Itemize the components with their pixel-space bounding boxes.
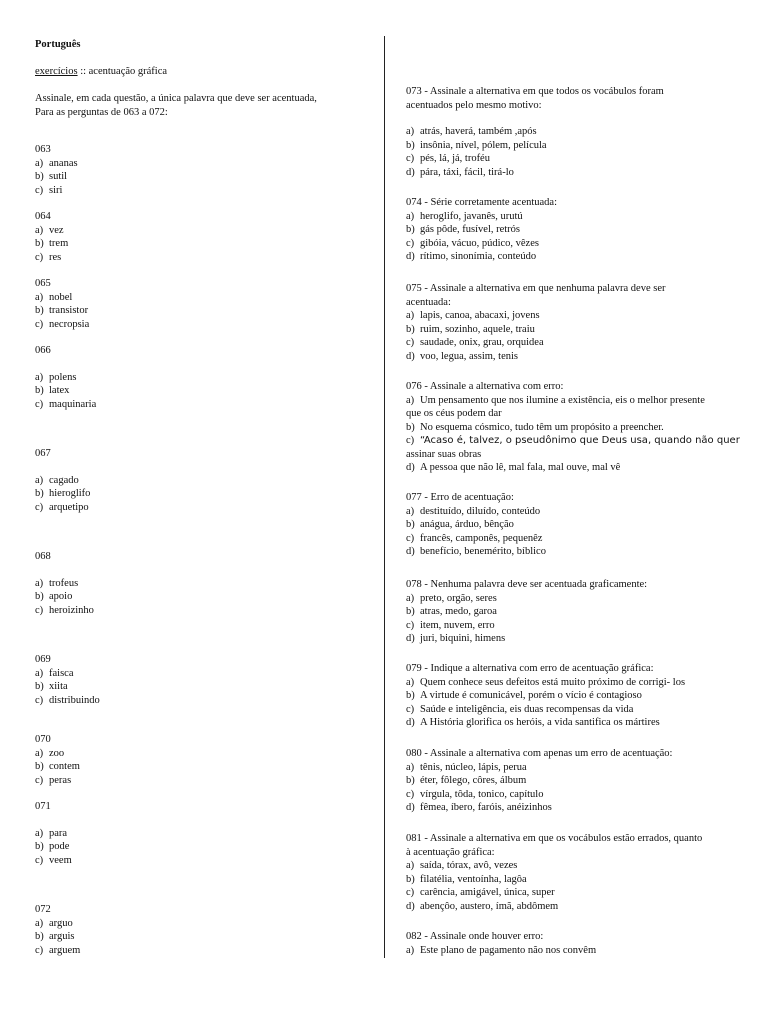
option-text: res bbox=[49, 251, 62, 263]
option-letter: c) bbox=[406, 887, 415, 898]
answer-option bbox=[35, 774, 355, 788]
option-letter: c) bbox=[35, 604, 44, 616]
answer-option bbox=[406, 716, 746, 730]
answer-option bbox=[406, 873, 746, 887]
option-letter: a) bbox=[35, 917, 44, 929]
question-stem: 077 - Erro de acentuação: bbox=[406, 492, 514, 503]
answer-option bbox=[406, 448, 746, 462]
question-stem: acentuados pelo mesmo motivo: bbox=[406, 99, 542, 111]
option-letter: b) bbox=[35, 761, 44, 772]
question-block bbox=[35, 447, 355, 514]
option-text: apoio bbox=[49, 591, 73, 602]
option-letter: b) bbox=[35, 171, 44, 182]
option-text: nobel bbox=[49, 291, 73, 303]
answer-option bbox=[35, 577, 355, 591]
answer-option bbox=[406, 761, 746, 775]
option-text: faisca bbox=[49, 667, 74, 679]
option-text: trofeus bbox=[49, 577, 79, 589]
answer-option bbox=[406, 676, 746, 690]
question-number: 065 bbox=[35, 278, 51, 289]
option-text: No esquema cósmico, tudo têm um propósito a preencher. bbox=[420, 421, 664, 433]
option-text: pára, táxi, fácil, tirá-lo bbox=[420, 166, 514, 178]
answer-option bbox=[35, 474, 355, 488]
answer-option bbox=[406, 605, 746, 619]
instruction-text bbox=[35, 92, 317, 119]
option-letter: c) bbox=[406, 435, 415, 446]
question-block bbox=[35, 903, 355, 957]
option-letter: c) bbox=[35, 774, 44, 786]
instruction-line: Para as perguntas de 063 a 072: bbox=[35, 106, 168, 118]
answer-option bbox=[406, 505, 746, 519]
option-text: Saúde e inteligência, eis duas recompensas da vida bbox=[420, 703, 634, 715]
answer-option bbox=[406, 774, 746, 788]
question-number: 063 bbox=[35, 144, 51, 155]
option-letter: a) bbox=[406, 676, 415, 688]
question-stem: 073 - Assinale a alternativa em que todos os vocábulos foram bbox=[406, 86, 664, 97]
option-letter: b) bbox=[35, 681, 44, 692]
answer-option bbox=[406, 323, 746, 337]
question-block bbox=[406, 930, 746, 957]
answer-option bbox=[35, 184, 355, 198]
answer-option bbox=[35, 694, 355, 708]
option-letter: d) bbox=[406, 251, 415, 262]
option-text: anágua, árduo, bênção bbox=[420, 519, 514, 530]
question-number: 070 bbox=[35, 734, 51, 745]
answer-option bbox=[35, 398, 355, 412]
option-text: arguem bbox=[49, 944, 81, 956]
option-letter: c) bbox=[35, 944, 44, 956]
answer-option bbox=[35, 291, 355, 305]
option-text: atras, medo, garoa bbox=[420, 606, 497, 617]
option-text: siri bbox=[49, 184, 63, 196]
answer-option bbox=[406, 532, 746, 546]
question-block bbox=[35, 210, 355, 264]
option-letter: a) bbox=[35, 747, 44, 759]
option-text: A virtude é comunicável, porém o vício é contagioso bbox=[420, 690, 642, 701]
option-text: zoo bbox=[49, 747, 65, 759]
question-stem: acentuada: bbox=[406, 296, 451, 308]
option-letter: d) bbox=[406, 633, 415, 644]
option-letter: b) bbox=[406, 421, 415, 433]
question-stem: 076 - Assinale a alternativa com erro: bbox=[406, 381, 564, 392]
option-text: peras bbox=[49, 774, 72, 786]
answer-option bbox=[406, 944, 746, 958]
option-text: juri, biquini, himens bbox=[420, 633, 506, 644]
option-text: destituído, diluído, conteúdo bbox=[420, 505, 541, 517]
answer-option bbox=[406, 518, 746, 532]
option-letter: b) bbox=[35, 305, 44, 316]
option-letter: d) bbox=[406, 546, 415, 557]
answer-option bbox=[406, 886, 746, 900]
option-text: francês, camponês, pequenêz bbox=[420, 532, 543, 544]
question-block bbox=[406, 282, 746, 363]
question-block bbox=[35, 550, 355, 617]
option-letter: a) bbox=[35, 667, 44, 679]
option-letter: b) bbox=[35, 931, 44, 942]
answer-option bbox=[406, 619, 746, 633]
option-letter: b) bbox=[406, 224, 415, 235]
option-text: arquetipo bbox=[49, 501, 89, 513]
option-letter: c) bbox=[35, 318, 44, 330]
option-text: contem bbox=[49, 761, 80, 772]
option-letter: d) bbox=[406, 462, 415, 473]
question-stem: 074 - Série corretamente acentuada: bbox=[406, 197, 558, 208]
answer-option bbox=[35, 917, 355, 931]
answer-option bbox=[35, 304, 355, 318]
question-number: 064 bbox=[35, 211, 51, 222]
option-text: Quem conhece seus defeitos está muito próximo de corrigi- los bbox=[420, 676, 686, 688]
question-block bbox=[35, 733, 355, 787]
question-number: 068 bbox=[35, 551, 51, 562]
option-text: Este plano de pagamento não nos convêm bbox=[420, 944, 597, 956]
answer-option bbox=[35, 501, 355, 515]
question-stem: 075 - Assinale a alternativa em que nenhuma palavra deve ser bbox=[406, 283, 666, 294]
option-text: preto, orgão, seres bbox=[420, 592, 497, 604]
option-text: rítimo, sinonímia, conteúdo bbox=[420, 251, 537, 262]
answer-option bbox=[406, 152, 746, 166]
option-text: heroglifo, javanês, urutú bbox=[420, 210, 523, 222]
question-block bbox=[406, 747, 746, 815]
answer-option bbox=[406, 461, 746, 475]
option-text: filatélia, ventoínha, lagôa bbox=[420, 873, 527, 885]
question-stem: à acentuação gráfica: bbox=[406, 846, 495, 858]
answer-option bbox=[35, 371, 355, 385]
option-letter: b) bbox=[35, 488, 44, 499]
option-text: hieroglifo bbox=[49, 488, 91, 499]
option-text: A História glorifica os heróis, a vida santifica os mártires bbox=[420, 717, 660, 728]
answer-option bbox=[35, 224, 355, 238]
option-letter: b) bbox=[406, 690, 415, 701]
answer-option bbox=[406, 421, 746, 435]
option-letter: a) bbox=[406, 761, 415, 773]
answer-option bbox=[35, 930, 355, 944]
option-text: éter, fôlego, côres, álbum bbox=[420, 775, 527, 786]
question-block bbox=[406, 832, 746, 913]
answer-option bbox=[406, 788, 746, 802]
question-block bbox=[406, 196, 746, 264]
answer-option bbox=[35, 840, 355, 854]
option-text: trem bbox=[49, 238, 69, 249]
answer-option bbox=[406, 166, 746, 180]
option-letter: b) bbox=[406, 323, 415, 335]
option-letter: a) bbox=[406, 310, 415, 321]
option-letter: b) bbox=[406, 606, 415, 617]
answer-option bbox=[406, 336, 746, 350]
option-text: latex bbox=[49, 385, 70, 396]
option-letter: c) bbox=[406, 532, 415, 544]
option-letter: c) bbox=[35, 184, 44, 196]
option-letter: d) bbox=[406, 350, 415, 362]
answer-option bbox=[35, 854, 355, 868]
question-block bbox=[406, 662, 746, 730]
option-text: “Acaso é, talvez, o pseudônimo que Deus usa, quando não quer bbox=[420, 435, 740, 446]
question-stem: 080 - Assinale a alternativa com apenas um erro de acentuação: bbox=[406, 748, 673, 759]
option-text: pés, lá, já, troféu bbox=[420, 153, 490, 164]
answer-option bbox=[35, 827, 355, 841]
option-text: necropsia bbox=[49, 318, 90, 330]
question-block bbox=[35, 277, 355, 331]
option-letter: c) bbox=[406, 237, 415, 249]
question-number: 067 bbox=[35, 448, 51, 459]
option-letter: a) bbox=[406, 592, 415, 604]
option-text: tênis, núcleo, lápis, perua bbox=[420, 761, 527, 773]
option-text: gás pôde, fusível, retrós bbox=[420, 224, 521, 235]
question-block bbox=[35, 653, 355, 707]
option-text: veem bbox=[49, 854, 72, 866]
question-block bbox=[406, 380, 746, 475]
answer-option bbox=[406, 545, 746, 559]
option-letter: d) bbox=[406, 717, 415, 728]
answer-option bbox=[406, 309, 746, 323]
option-letter: a) bbox=[35, 157, 44, 169]
answer-option bbox=[406, 237, 746, 251]
answer-option bbox=[406, 689, 746, 703]
option-text: vírgula, tôda, tonico, capítulo bbox=[420, 788, 544, 800]
option-text: cagado bbox=[49, 474, 79, 486]
option-letter: b) bbox=[35, 591, 44, 602]
answer-option bbox=[406, 210, 746, 224]
option-text: voo, legua, assim, tenis bbox=[420, 350, 518, 362]
question-number: 072 bbox=[35, 904, 51, 915]
option-text: gibóia, vácuo, púdico, vêzes bbox=[420, 237, 539, 249]
option-letter: a) bbox=[35, 224, 44, 236]
option-letter: c) bbox=[406, 619, 415, 631]
subject-title: Português bbox=[35, 39, 81, 50]
option-letter: b) bbox=[35, 385, 44, 396]
option-letter: a) bbox=[406, 210, 415, 222]
answer-option bbox=[35, 680, 355, 694]
question-block bbox=[35, 143, 355, 197]
answer-option bbox=[406, 434, 746, 448]
option-letter: b) bbox=[406, 139, 415, 151]
option-letter: b) bbox=[35, 238, 44, 249]
question-stem: 078 - Nenhuma palavra deve ser acentuada graficamente: bbox=[406, 579, 648, 590]
answer-option bbox=[35, 251, 355, 265]
option-text: arguis bbox=[49, 931, 75, 942]
section-breadcrumb bbox=[35, 65, 167, 79]
answer-option bbox=[35, 157, 355, 171]
question-block bbox=[406, 491, 746, 559]
option-text: maquinaria bbox=[49, 398, 97, 410]
option-letter: b) bbox=[406, 519, 415, 530]
answer-option bbox=[406, 394, 746, 408]
option-text: ruim, sozinho, aquele, traiu bbox=[420, 323, 535, 335]
option-text: A pessoa que não lê, mal fala, mal ouve, mal vê bbox=[420, 462, 621, 473]
option-text: polens bbox=[49, 371, 77, 383]
option-letter: a) bbox=[35, 291, 44, 303]
option-letter: b) bbox=[406, 873, 415, 885]
option-letter: c) bbox=[35, 398, 44, 410]
option-text: saída, tórax, avô, vezes bbox=[420, 860, 518, 871]
option-text: fêmea, íbero, faróis, anéizinhos bbox=[420, 802, 552, 813]
question-block bbox=[35, 800, 355, 867]
option-text: que os céus podem dar bbox=[406, 408, 502, 419]
option-text: pode bbox=[49, 841, 70, 852]
option-text: xiita bbox=[49, 681, 68, 692]
instruction-line: Assinale, em cada questão, a única palavra que deve ser acentuada, bbox=[35, 93, 317, 104]
option-letter: a) bbox=[406, 394, 415, 406]
option-letter: c) bbox=[406, 703, 415, 715]
option-text: ananas bbox=[49, 157, 78, 169]
question-number: 066 bbox=[35, 345, 51, 356]
answer-option bbox=[35, 237, 355, 251]
option-text: item, nuvem, erro bbox=[420, 619, 495, 631]
answer-option bbox=[406, 801, 746, 815]
answer-option bbox=[406, 900, 746, 914]
answer-option bbox=[35, 667, 355, 681]
question-block bbox=[35, 344, 355, 411]
question-block bbox=[406, 578, 746, 646]
option-letter: a) bbox=[35, 827, 44, 839]
exercicios-link[interactable]: exercícios bbox=[35, 66, 78, 77]
answer-option bbox=[406, 125, 746, 139]
option-letter: c) bbox=[35, 501, 44, 513]
answer-option bbox=[35, 487, 355, 501]
option-text: carência, amigável, única, super bbox=[420, 887, 555, 898]
answer-option bbox=[35, 944, 355, 958]
question-stem: 079 - Indique a alternativa com erro de acentuação gráfica: bbox=[406, 663, 654, 674]
option-letter: a) bbox=[406, 944, 415, 956]
option-text: transistor bbox=[49, 305, 89, 316]
answer-option bbox=[35, 384, 355, 398]
option-text: distribuindo bbox=[49, 694, 100, 706]
option-letter: a) bbox=[35, 371, 44, 383]
option-letter: a) bbox=[35, 577, 44, 589]
question-number: 069 bbox=[35, 654, 51, 665]
question-stem: 081 - Assinale a alternativa em que os vocábulos estão errados, quanto bbox=[406, 833, 703, 844]
answer-option bbox=[406, 350, 746, 364]
option-letter: a) bbox=[406, 505, 415, 517]
option-text: arguo bbox=[49, 917, 73, 929]
answer-option bbox=[406, 592, 746, 606]
answer-option bbox=[35, 170, 355, 184]
option-text: para bbox=[49, 827, 68, 839]
option-letter: c) bbox=[35, 854, 44, 866]
option-letter: a) bbox=[35, 474, 44, 486]
answer-option bbox=[406, 250, 746, 264]
question-stem: 082 - Assinale onde houver erro: bbox=[406, 931, 544, 942]
option-text: benefício, benemérito, bíblico bbox=[420, 546, 546, 557]
option-letter: c) bbox=[406, 337, 415, 348]
option-text: atrás, haverá, também ,após bbox=[420, 126, 537, 137]
option-letter: d) bbox=[406, 900, 415, 912]
option-letter: c) bbox=[35, 251, 44, 263]
option-letter: c) bbox=[406, 153, 415, 164]
answer-option bbox=[35, 747, 355, 761]
option-letter: b) bbox=[35, 841, 44, 852]
answer-option bbox=[35, 590, 355, 604]
option-text: heroizinho bbox=[49, 604, 94, 616]
column-divider bbox=[384, 36, 385, 958]
option-letter: d) bbox=[406, 802, 415, 813]
option-text: insônia, nível, pólem, película bbox=[420, 139, 547, 151]
answer-option bbox=[406, 632, 746, 646]
option-text: Um pensamento que nos ilumine a existência, eis o melhor presente bbox=[420, 394, 705, 406]
answer-option bbox=[35, 760, 355, 774]
answer-option bbox=[406, 223, 746, 237]
answer-option bbox=[406, 139, 746, 153]
option-letter: d) bbox=[406, 166, 415, 178]
question-block bbox=[406, 85, 746, 179]
option-text: lapis, canoa, abacaxi, jovens bbox=[420, 310, 540, 321]
answer-option bbox=[406, 407, 746, 421]
section-topic: :: acentuação gráfica bbox=[77, 66, 168, 77]
option-text: abençôo, austero, ímã, abdômem bbox=[420, 900, 559, 912]
option-text: saudade, onix, grau, orquidea bbox=[420, 337, 544, 348]
option-letter: a) bbox=[406, 860, 415, 871]
option-text: vez bbox=[49, 224, 64, 236]
option-text: sutil bbox=[49, 171, 68, 182]
option-letter: c) bbox=[406, 788, 415, 800]
answer-option bbox=[35, 318, 355, 332]
option-letter: c) bbox=[35, 694, 44, 706]
answer-option bbox=[406, 859, 746, 873]
option-letter: b) bbox=[406, 775, 415, 786]
answer-option bbox=[35, 604, 355, 618]
question-number: 071 bbox=[35, 801, 51, 812]
answer-option bbox=[406, 703, 746, 717]
option-text: assinar suas obras bbox=[406, 448, 482, 460]
option-letter: a) bbox=[406, 126, 415, 137]
